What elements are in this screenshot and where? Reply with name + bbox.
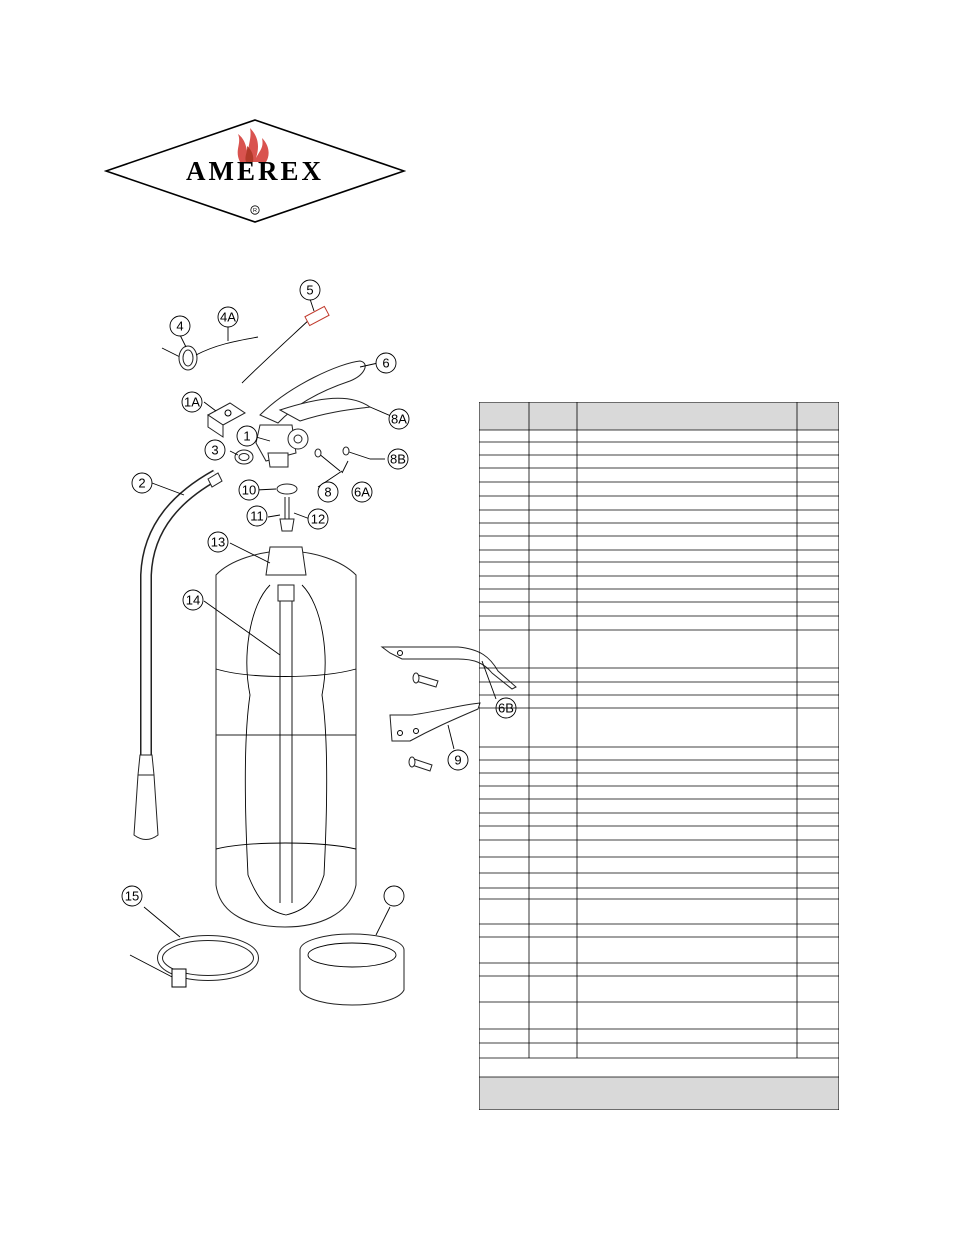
parts-table bbox=[479, 402, 839, 1110]
callout-4 bbox=[170, 316, 190, 336]
bottom-ring bbox=[300, 934, 404, 1005]
ring-pin bbox=[162, 337, 258, 370]
svg-text:1: 1 bbox=[243, 428, 251, 444]
svg-text:8: 8 bbox=[324, 484, 332, 500]
callout-10 bbox=[247, 506, 267, 526]
callout-12 bbox=[208, 532, 228, 552]
svg-text:6: 6 bbox=[382, 355, 390, 371]
svg-text:10: 10 bbox=[241, 482, 257, 498]
svg-text:14: 14 bbox=[185, 592, 201, 608]
svg-text:9: 9 bbox=[454, 752, 462, 768]
svg-text:2: 2 bbox=[138, 475, 146, 491]
callout-3 bbox=[205, 440, 225, 460]
svg-text:8A: 8A bbox=[391, 411, 407, 427]
table-header bbox=[479, 402, 839, 430]
valve-assembly bbox=[256, 361, 370, 467]
svg-text:11: 11 bbox=[250, 508, 264, 524]
callout-8b bbox=[448, 750, 468, 770]
svg-text:15: 15 bbox=[124, 888, 140, 904]
callout-9 bbox=[239, 480, 259, 500]
callout-1a bbox=[182, 392, 202, 412]
svg-text:4A: 4A bbox=[220, 309, 236, 325]
amerex-logo bbox=[104, 118, 406, 224]
svg-text:5: 5 bbox=[306, 282, 314, 298]
callout-8 bbox=[389, 409, 409, 429]
callout-6 bbox=[376, 353, 396, 373]
svg-text:6B: 6B bbox=[498, 700, 514, 716]
callout-6a bbox=[352, 482, 372, 502]
svg-text:12: 12 bbox=[310, 511, 326, 527]
discharge-hose bbox=[134, 473, 222, 840]
svg-text:1A: 1A bbox=[184, 394, 200, 410]
callout-5 bbox=[300, 280, 320, 300]
callout-14 bbox=[122, 886, 142, 906]
callout-13 bbox=[183, 590, 203, 610]
callout-15 bbox=[384, 886, 404, 906]
table-footer bbox=[479, 1077, 839, 1110]
svg-text:8B: 8B bbox=[390, 451, 406, 467]
exploded-parts-diagram bbox=[120, 275, 540, 1035]
brand-wordmark: AMEREX bbox=[186, 156, 324, 186]
callout-11 bbox=[308, 509, 328, 529]
callout-7 bbox=[318, 482, 338, 502]
cylinder bbox=[216, 547, 356, 927]
svg-text:6A: 6A bbox=[354, 484, 370, 500]
callout-2 bbox=[132, 473, 152, 493]
svg-text:3: 3 bbox=[211, 442, 219, 458]
registered-mark: R bbox=[253, 208, 257, 214]
mounting-band bbox=[130, 938, 256, 987]
svg-text:4: 4 bbox=[176, 318, 184, 334]
svg-text:13: 13 bbox=[210, 534, 226, 550]
callout-8a bbox=[388, 449, 408, 469]
callout-4a bbox=[218, 307, 238, 327]
callout-1 bbox=[237, 426, 257, 446]
pins bbox=[315, 447, 370, 471]
valve-stem bbox=[277, 484, 297, 531]
tamper-seal bbox=[242, 306, 329, 383]
